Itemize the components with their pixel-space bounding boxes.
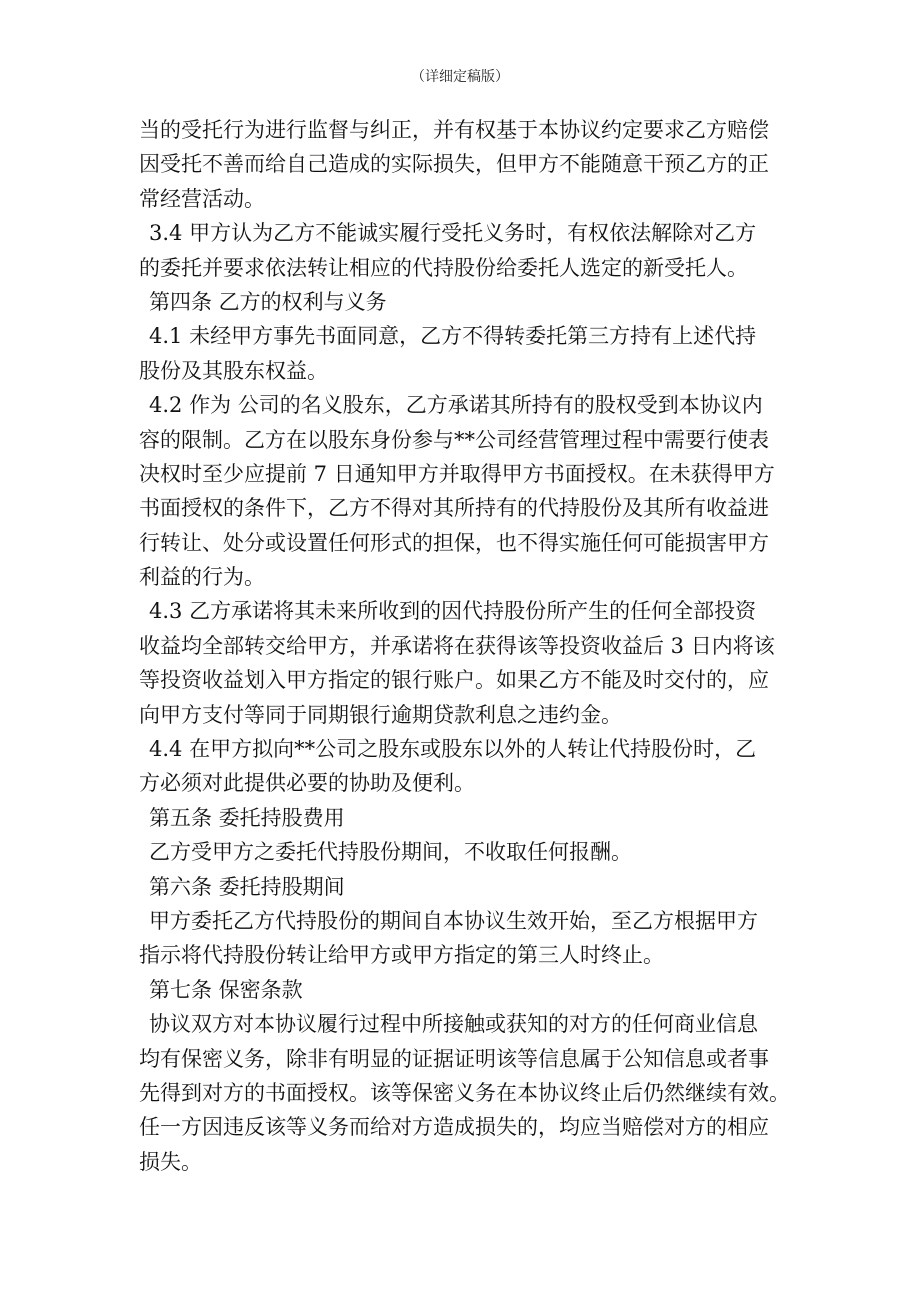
text-line: 指示将代持股份转让给甲方或甲方指定的第三人时终止。: [139, 943, 664, 968]
text-line: 第六条 委托持股期间: [149, 874, 345, 899]
text-line: 的委托并要求依法转让相应的代持股份给委托人选定的新受托人。: [139, 255, 748, 280]
text-line: 3.4 甲方认为乙方不能诚实履行受托义务时，有权依法解除对乙方: [149, 221, 757, 246]
text-line: 书面授权的条件下，乙方不得对其所持有的代持股份及其所有收益进: [139, 496, 769, 521]
text-line: 任一方因违反该等义务而给对方造成损失的，均应当赔偿对方的相应: [139, 1115, 769, 1140]
text-line: 决权时至少应提前 7 日通知甲方并取得甲方书面授权。在未获得甲方: [139, 461, 775, 486]
text-line: 均有保密义务，除非有明显的证据证明该等信息属于公知信息或者事: [139, 1046, 769, 1071]
text-line: 4.2 作为 公司的名义股东，乙方承诺其所持有的股权受到本协议内: [149, 393, 763, 418]
text-line: 乙方受甲方之委托代持股份期间，不收取任何报酬。: [149, 840, 632, 865]
text-line: 容的限制。乙方在以股东身份参与**公司经营管理过程中需要行使表: [139, 427, 769, 452]
text-line: 4.3 乙方承诺将其未来所收到的因代持股份所产生的任何全部投资: [149, 599, 757, 624]
text-line: 股份及其股东权益。: [139, 358, 328, 383]
text-line: 利益的行为。: [139, 565, 265, 590]
text-line: 收益均全部转交给甲方，并承诺将在获得该等投资收益后 3 日内将该: [139, 633, 775, 658]
text-line: 协议双方对本协议履行过程中所接触或获知的对方的任何商业信息: [149, 1012, 758, 1037]
text-line: 因受托不善而给自己造成的实际损失，但甲方不能随意干预乙方的正: [139, 152, 769, 177]
text-line: 4.4 在甲方拟向**公司之股东或股东以外的人转让代持股份时，乙: [149, 737, 757, 762]
text-line: 第五条 委托持股费用: [149, 805, 345, 830]
text-line: 等投资收益划入甲方指定的银行账户。如果乙方不能及时交付的，应: [139, 668, 769, 693]
text-line: 方必须对此提供必要的协助及便利。: [139, 771, 475, 796]
document-body: [139, 113, 789, 1179]
text-line: 损失。: [139, 1149, 202, 1174]
text-line: 向甲方支付等同于同期银行逾期贷款利息之违约金。: [139, 702, 622, 727]
text-line: 当的受托行为进行监督与纠正，并有权基于本协议约定要求乙方赔偿: [139, 118, 769, 142]
text-line: 4.1 未经甲方事先书面同意，乙方不得转委托第三方持有上述代持: [149, 324, 757, 349]
text-line: 甲方委托乙方代持股份的期间自本协议生效开始，至乙方根据甲方: [149, 908, 758, 933]
page-header: （详细定稿版）: [411, 69, 509, 85]
text-line: 行转让、处分或设置任何形式的担保，也不得实施任何可能损害甲方: [139, 530, 769, 555]
text-line: 先得到对方的书面授权。该等保密义务在本协议终止后仍然继续有效。: [139, 1080, 790, 1105]
text-line: 第七条 保密条款: [149, 977, 303, 1002]
text-line: 第四条 乙方的权利与义务: [149, 289, 387, 314]
text-line: 常经营活动。: [139, 186, 265, 211]
